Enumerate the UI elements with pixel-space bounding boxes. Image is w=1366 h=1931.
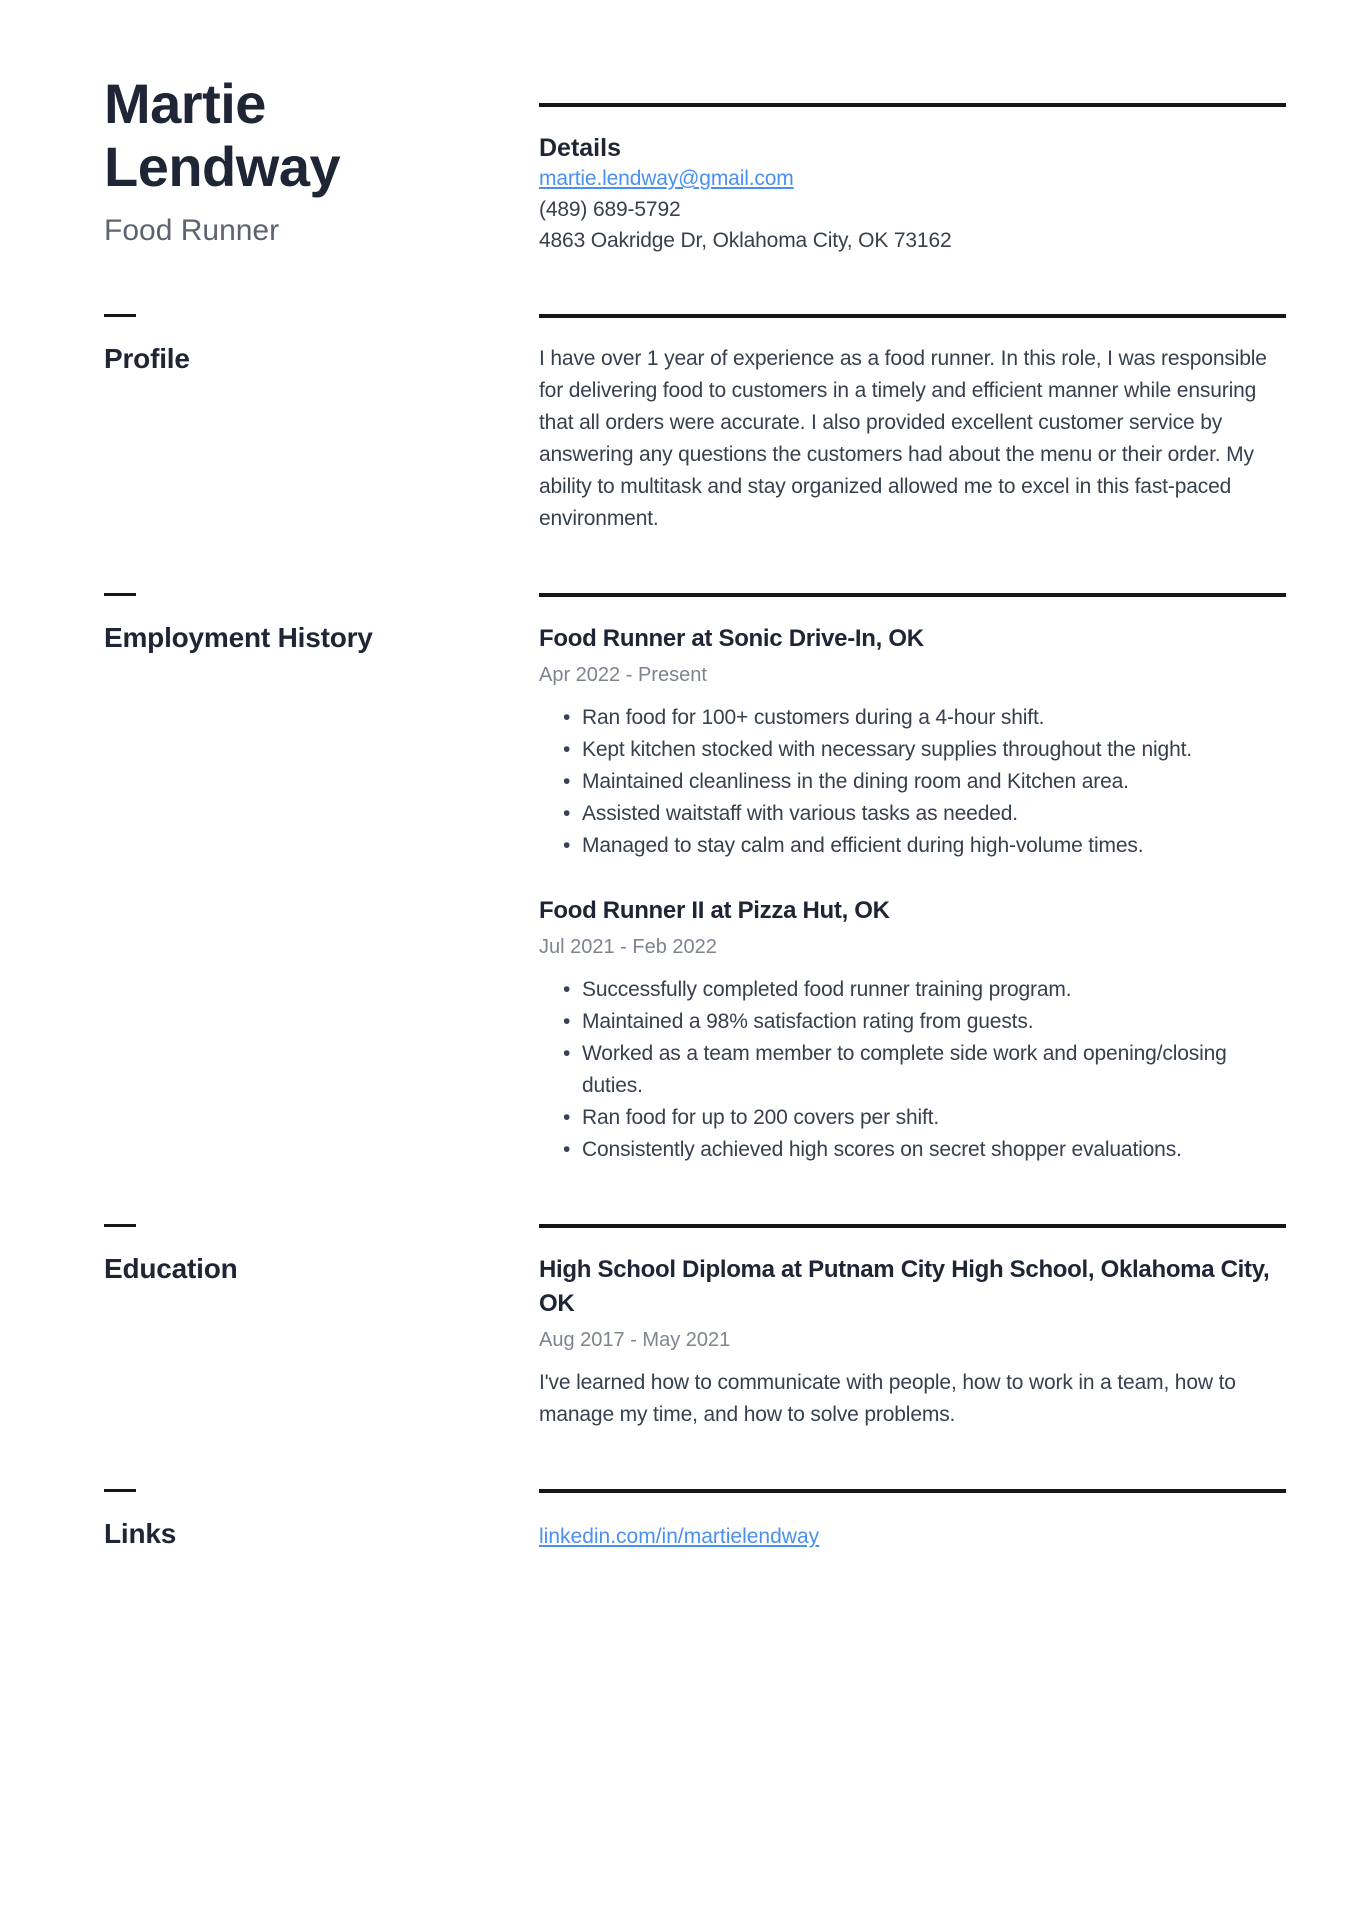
section-rule [539,103,1286,107]
section-dash [104,593,136,596]
section-rule [539,1224,1286,1228]
email-link[interactable]: martie.lendway@gmail.com [539,167,794,190]
links-heading: Links [104,1518,177,1549]
job-bullet: • Assisted waitstaff with various tasks as needed. [539,798,1286,830]
job-bullet: • Ran food for up to 200 covers per shift. [539,1102,1286,1134]
job-bullet: • Worked as a team member to complete side work and opening/closing duties. [539,1038,1286,1102]
job-dates: Jul 2021 - Feb 2022 [539,936,717,958]
employment-heading: Employment History [104,622,373,653]
job-entry [539,622,1286,862]
job-entry [539,894,1286,1166]
job-bullet: • Kept kitchen stocked with necessary supplies throughout the night. [539,734,1286,766]
linkedin-link[interactable]: linkedin.com/in/martielendway [539,1525,820,1548]
job-bullet: • Consistently achieved high scores on secret shopper evaluations. [539,1134,1286,1166]
address: 4863 Oakridge Dr, Oklahoma City, OK 73162 [539,229,952,252]
employment-section-right [539,593,1286,1166]
job-bullet: • Successfully completed food runner training program. [539,974,1286,1006]
employment-section-left [104,593,539,1166]
job-bullet: • Ran food for 100+ customers during a 4-hour shift. [539,702,1286,734]
section-rule [539,314,1286,318]
job-bullet: • Maintained a 98% satisfaction rating from guests. [539,1006,1286,1038]
job-dates: Apr 2022 - Present [539,664,707,686]
education-entry [539,1253,1286,1431]
education-dates: Aug 2017 - May 2021 [539,1329,731,1351]
job-bullet: • Maintained cleanliness in the dining room and Kitchen area. [539,766,1286,798]
education-description: I've learned how to communicate with people, how to work in a team, how to manage my time, and how to solve problems. [539,1371,1236,1426]
links-section-right [539,1489,1286,1552]
profile-section-left [104,314,539,535]
profile-heading: Profile [104,343,190,374]
section-dash [104,1489,136,1492]
header-right [539,0,1286,256]
section-rule [539,1489,1286,1493]
job-bullet-list [539,974,1286,1166]
candidate-job-title: Food Runner [104,214,280,247]
employment-section [104,593,1286,1166]
job-bullet-list [539,702,1286,862]
education-section-right [539,1224,1286,1431]
education-section-left [104,1224,539,1431]
links-section-left [104,1489,539,1552]
profile-section [104,314,1286,535]
section-rule [539,593,1286,597]
links-section [104,1489,1286,1552]
details-heading: Details [539,134,621,162]
section-dash [104,1224,136,1227]
profile-section-right [539,314,1286,535]
profile-text: I have over 1 year of experience as a food runner. In this role, I was responsible for delivering food to customers in a timely and efficient manner while ensuring that all orders were accurate. I also provided excellent customer service by answering any questions the customers had about the menu or their order. My ability to multitask and stay organized allowed me to excel in this fast-paced environment. [539,347,1267,530]
header-left [104,0,539,256]
education-heading: Education [104,1253,238,1284]
email-row [539,163,1286,194]
candidate-name: Martie Lendway [104,72,341,198]
job-title: Food Runner II at Pizza Hut, OK [539,897,890,924]
phone-number: (489) 689-5792 [539,198,681,221]
job-title: Food Runner at Sonic Drive-In, OK [539,625,924,652]
education-section [104,1224,1286,1431]
job-bullet: • Managed to stay calm and efficient during high-volume times. [539,830,1286,862]
header-section [104,0,1286,256]
section-dash [104,314,136,317]
education-degree: High School Diploma at Putnam City High School, Oklahoma City, OK [539,1256,1270,1317]
details-block [539,133,1286,256]
